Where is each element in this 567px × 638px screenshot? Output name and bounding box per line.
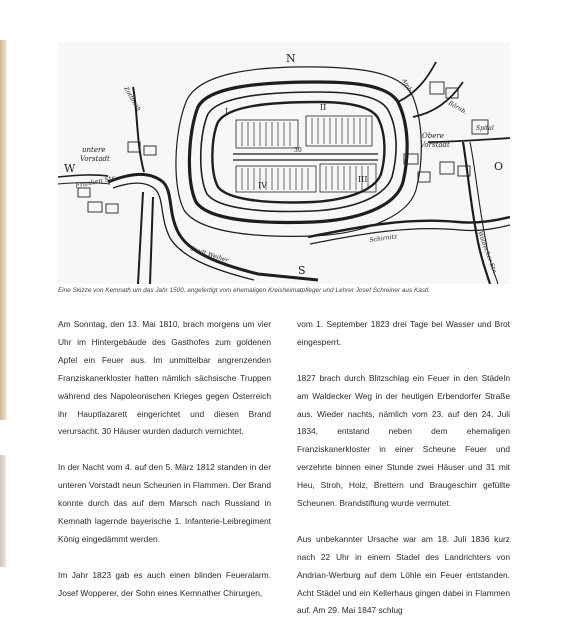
map-label-vorstadt-left: Vorstadt [80,155,110,163]
text-column-left [58,316,271,620]
map-label-untere: untere [82,146,106,154]
map-label-south: S [298,264,306,277]
map-label-roman-3: III [358,175,368,184]
map-label-obere: Obere [422,132,444,140]
map-label-roman-1: I [225,107,229,116]
map-drawing [58,42,510,284]
paragraph: Am Sonntag, den 13. Mai 1810, brach morgens um vier Uhr im Hintergebäude des Gasthofes zum goldenen Apfel ein Feuer aus. Im unmittelbar angrenzenden Franziskanerkloster hatten nämlich sächsische Truppen während des Napoleonischen Krieges gegen Österreich ihr Hauptlazarett eingerichtet und diesen Brand verursacht. 30 Häuser wurden dadurch vernichtet. [58,319,271,437]
paragraph: vom 1. September 1823 drei Tage bei Wasser und Brot eingesperrt. [297,319,510,347]
map-label-west: W [64,162,76,175]
text-column-right [297,316,510,638]
map-label-roman-4: IV [258,181,267,190]
map-label-baernb: Bärnb. [447,99,469,116]
map-label-east: O [494,160,504,173]
paragraph: In der Nacht vom 4. auf den 5. März 1812 standen in der unteren Vorstadt neun Scheunen in Flammen. Der Brand konnte durch das auf dem Marsch nach Russland in Kemnath lagernde bayerische 1. Infanterie-Leibregiment König eingedämmt werden. [58,462,271,544]
map-label-amb: Amb. [400,77,415,95]
map-label-house-no: 30 [294,147,302,154]
map-label-frankenstr: Franken Str. [74,173,117,190]
adjacent-page-edge [0,40,7,420]
map-label-zottbach: Zottbach [122,85,142,113]
paragraph: Im Jahr 1823 gab es auch einen blinden Feueralarm. Josef Wopperer, der Sohn eines Kemnather Chirurgen, [58,569,271,598]
map-label-north: N [286,52,296,65]
map-label-vorstadt-right: Vorstadt [420,141,450,149]
town-map-sketch [58,42,510,284]
map-label-waldeckerstr: Waldecker Str. [476,230,498,275]
paragraph: Aus unbekannter Ursache war am 18. Juli 1836 kurz nach 22 Uhr in einem Stadel des Landrichters von Andrian-Werburg auf dem Löhle ein Feuer entstanden. Acht Städel und ein Kellerhaus gingen dabei in Flammen auf. Am 29. Mai 1847 schlug [297,533,510,616]
map-label-stadt-weiher: Stadt Weiher [189,245,230,265]
adjacent-page-edge-lower [0,455,6,567]
map-label-schirnitz: Schirnitz [369,233,398,244]
map-label-roman-2: II [320,103,327,112]
paragraph: 1827 brach durch Blitzschlag ein Feuer in den Städeln am Waldecker Weg in der heutigen Erbendorfer Straße aus. Wieder nachts, nämlich vom 23. auf den 24. Juli 1834, entstand neben dem ehemaligen Franziskanerkloster in einer Scheune Feuer und verzehrte binnen einer Stunde zwei Häuser und 31 mit Heu, Stroh, Holz, Brettern und Braugeschirr gefüllte Scheunen. Brandstiftung wurde vermutet. [297,372,510,509]
map-label-spital: Spital [476,125,494,132]
figure-caption: Eine Skizze von Kemnath um das Jahr 1500, angefertigt vom ehemaligen Kreisheimatpfleger und Lehrer Josef Schreiner aus Kastl. [58,287,430,294]
